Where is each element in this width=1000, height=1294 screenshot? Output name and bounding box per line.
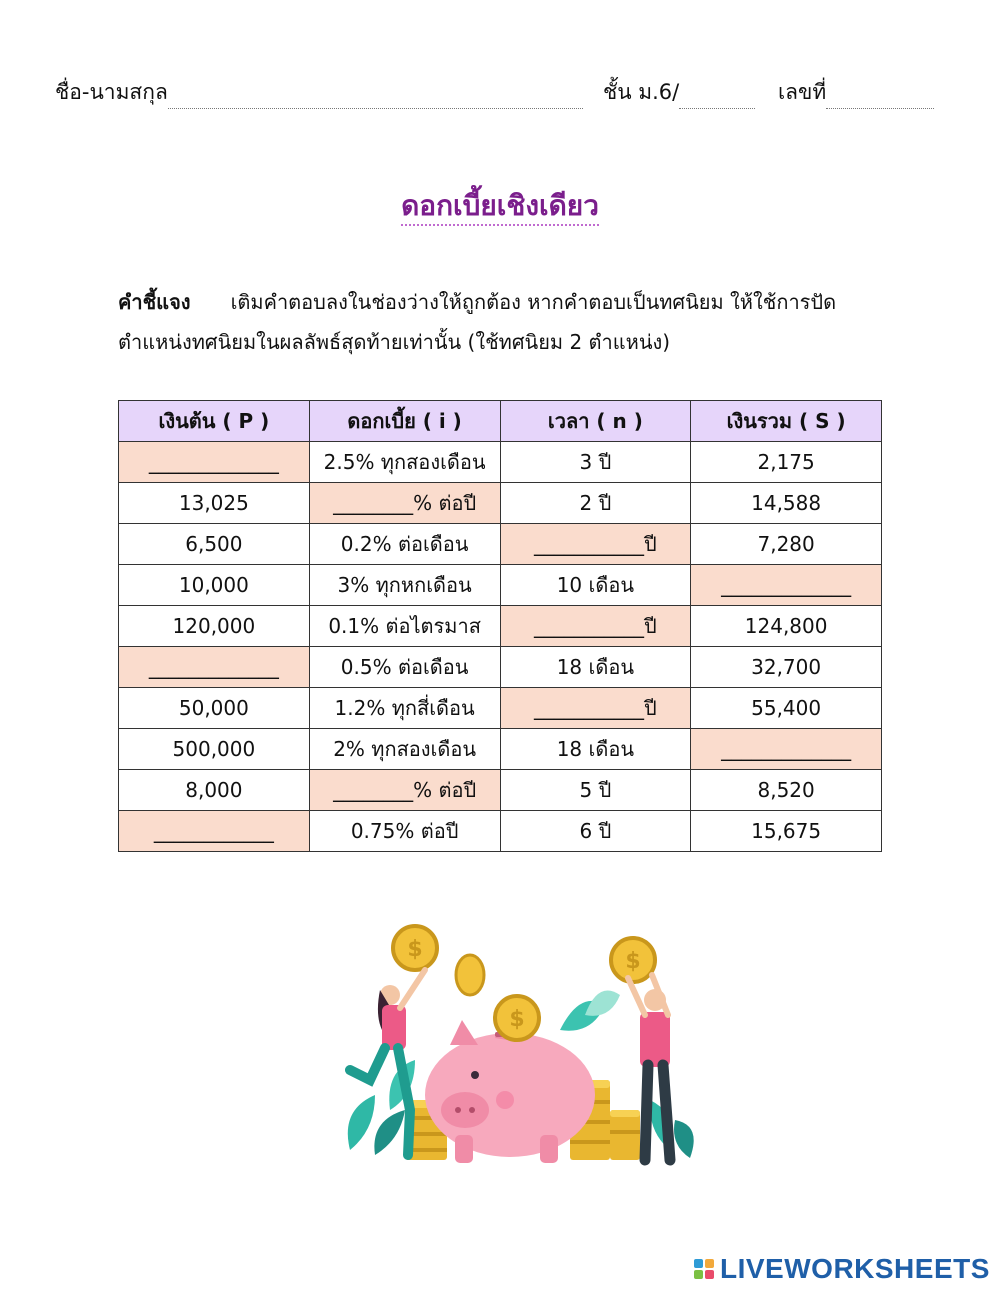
table-cell: 3% ทุกหกเดือน bbox=[309, 565, 500, 606]
table-cell: 55,400 bbox=[691, 688, 882, 729]
table-cell: 124,800 bbox=[691, 606, 882, 647]
table-cell: 32,700 bbox=[691, 647, 882, 688]
table-row bbox=[119, 606, 882, 647]
name-line[interactable] bbox=[168, 82, 583, 109]
table-row bbox=[119, 647, 882, 688]
table-cell: 7,280 bbox=[691, 524, 882, 565]
answer-blank[interactable]: ___________ปี bbox=[500, 606, 691, 647]
svg-text:$: $ bbox=[407, 937, 423, 962]
table-cell: 8,520 bbox=[691, 770, 882, 811]
table-row bbox=[119, 524, 882, 565]
header-interest: ดอกเบี้ย ( i ) bbox=[309, 401, 500, 442]
number-field bbox=[778, 76, 934, 109]
table-cell: 2,175 bbox=[691, 442, 882, 483]
header-principal: เงินต้น ( P ) bbox=[119, 401, 310, 442]
instructions bbox=[118, 282, 888, 362]
header-time: เวลา ( n ) bbox=[500, 401, 691, 442]
number-line[interactable] bbox=[826, 82, 934, 109]
table-cell: 14,588 bbox=[691, 483, 882, 524]
table-row bbox=[119, 442, 882, 483]
interest-table bbox=[118, 400, 882, 852]
table-cell: 2.5% ทุกสองเดือน bbox=[309, 442, 500, 483]
answer-blank[interactable]: _____________ bbox=[119, 647, 310, 688]
table-cell: 13,025 bbox=[119, 483, 310, 524]
table-cell: 120,000 bbox=[119, 606, 310, 647]
table-cell: 6,500 bbox=[119, 524, 310, 565]
table-cell: 0.75% ต่อปี bbox=[309, 811, 500, 852]
table-row bbox=[119, 729, 882, 770]
header-total: เงินรวม ( S ) bbox=[691, 401, 882, 442]
table-cell: 2% ทุกสองเดือน bbox=[309, 729, 500, 770]
table-cell: 50,000 bbox=[119, 688, 310, 729]
table-cell: 6 ปี bbox=[500, 811, 691, 852]
table-row bbox=[119, 483, 882, 524]
svg-text:$: $ bbox=[509, 1007, 525, 1032]
coin-icons bbox=[393, 926, 655, 1040]
table-row bbox=[119, 811, 882, 852]
table-cell: 8,000 bbox=[119, 770, 310, 811]
class-label: ชั้น ม.6/ bbox=[603, 80, 680, 104]
answer-blank[interactable]: _____________ bbox=[691, 565, 882, 606]
answer-blank[interactable]: ___________ปี bbox=[500, 524, 691, 565]
table-cell: 18 เดือน bbox=[500, 729, 691, 770]
table-cell: 18 เดือน bbox=[500, 647, 691, 688]
table-cell: 5 ปี bbox=[500, 770, 691, 811]
answer-blank[interactable]: ____________ bbox=[119, 811, 310, 852]
class-line[interactable] bbox=[679, 82, 755, 109]
table-cell: 0.1% ต่อไตรมาส bbox=[309, 606, 500, 647]
table-cell: 15,675 bbox=[691, 811, 882, 852]
table-header-row bbox=[119, 401, 882, 442]
table-cell: 3 ปี bbox=[500, 442, 691, 483]
class-field bbox=[603, 76, 755, 109]
answer-blank[interactable]: ________% ต่อปี bbox=[309, 770, 500, 811]
answer-blank[interactable]: _____________ bbox=[691, 729, 882, 770]
piggy-bank-illustration bbox=[330, 920, 710, 1180]
table-cell: 500,000 bbox=[119, 729, 310, 770]
table-cell: 1.2% ทุกสี่เดือน bbox=[309, 688, 500, 729]
answer-blank[interactable]: _____________ bbox=[119, 442, 310, 483]
table-row bbox=[119, 770, 882, 811]
page-title-text: ดอกเบี้ยเชิงเดียว bbox=[401, 189, 599, 226]
brand-text: LIVEWORKSHEETS bbox=[720, 1253, 990, 1284]
instructions-label: คำชี้แจง bbox=[118, 290, 191, 314]
table-cell: 0.5% ต่อเดือน bbox=[309, 647, 500, 688]
answer-blank[interactable]: ___________ปี bbox=[500, 688, 691, 729]
name-label: ชื่อ-นามสกุล bbox=[55, 80, 168, 104]
page-title bbox=[0, 184, 1000, 228]
table-cell: 10 เดือน bbox=[500, 565, 691, 606]
table-row bbox=[119, 565, 882, 606]
liveworksheets-brand bbox=[694, 1253, 990, 1285]
number-label: เลขที่ bbox=[778, 80, 827, 104]
svg-text:$: $ bbox=[625, 949, 641, 974]
name-field bbox=[55, 76, 583, 109]
instructions-text: เติมคำตอบลงในช่องว่างให้ถูกต้อง หากคำตอบเป็นทศนิยม ให้ใช้การปัดตำแหน่งทศนิยมในผลลัพธ์สุดท้ายเท่านั้น (ใช้ทศนิยม 2 ตำแหน่ง) bbox=[118, 290, 837, 354]
answer-blank[interactable]: ________% ต่อปี bbox=[309, 483, 500, 524]
table-cell: 10,000 bbox=[119, 565, 310, 606]
table-cell: 0.2% ต่อเดือน bbox=[309, 524, 500, 565]
liveworksheets-logo-icon bbox=[694, 1259, 714, 1279]
table-row bbox=[119, 688, 882, 729]
table-cell: 2 ปี bbox=[500, 483, 691, 524]
